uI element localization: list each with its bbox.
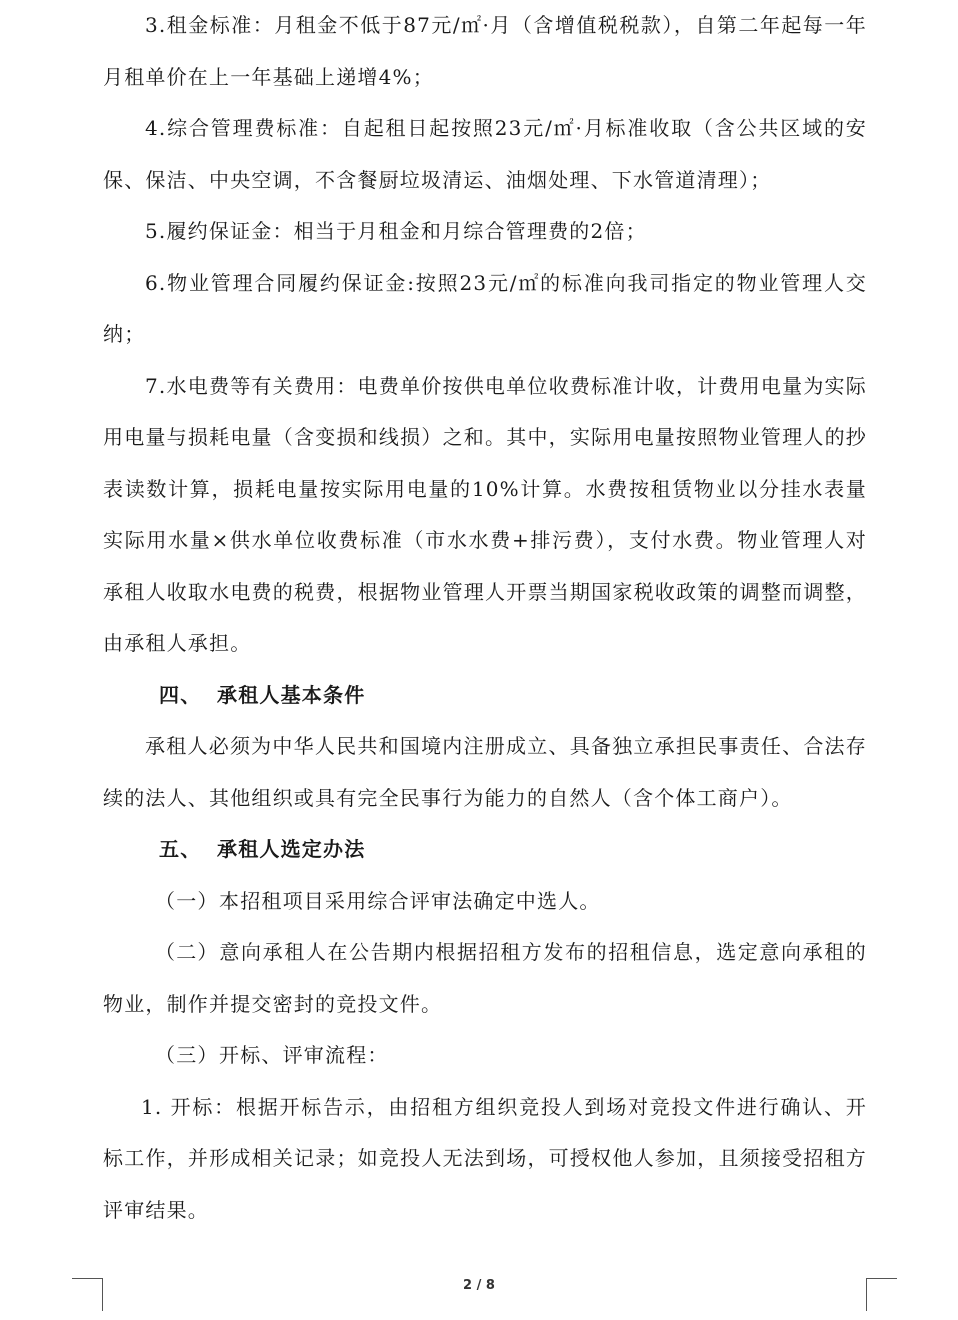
paragraph-utility-fees: 7.水电费等有关费用：电费单价按供电单位收费标准计收，计费用电量为实际用电量与损耗电量（含变损和线损）之和。其中，实际用电量按照物业管理人的抄表读数计算，损耗电量按实际用电量的10%计算。水费按租赁物业以分挂水表量实际用水量×供水单位收费标准（市水水费+排污费），支付水费。物业管理人对承租人收取水电费的税费，根据物业管理人开票当期国家税收政策的调整而调整，由承租人承担。 [103, 373, 867, 655]
list-item-method-3 [103, 1030, 867, 1082]
section-title: 承租人基本条件 [217, 682, 366, 707]
section-heading-tenant-conditions [103, 670, 867, 722]
list-item-method-1 [103, 876, 867, 928]
section-number: 四、 [159, 682, 202, 707]
paragraph-performance-deposit: 5.履约保证金：相当于月租金和月综合管理费的2倍； [145, 219, 647, 243]
list-item-text: 意向承租人在公告期内根据招租方发布的招租信息，选定意向承租的物业，制作并提交密封的竞投文件。 [103, 940, 867, 1016]
paragraph-management-fee: 4.综合管理费标准：自起租日起按照23元/㎡·月标准收取（含公共区域的安保、保洁、中央空调，不含餐厨垃圾清运、油烟处理、下水管道清理）； [103, 116, 867, 192]
section-number: 五、 [159, 837, 202, 861]
paragraph-property-deposit: 6.物业管理合同履约保证金:按照23元/㎡的标准向我司指定的物业管理人交纳； [103, 270, 867, 346]
list-item-method-2 [103, 927, 867, 1030]
section-title: 承租人选定办法 [217, 837, 366, 861]
list-item-number: （一） [155, 888, 219, 913]
section-heading-selection-method [103, 824, 867, 876]
page-number: 2 / 8 [463, 1278, 495, 1293]
paragraph-rent-standard: 3.租金标准：月租金不低于87元/㎡·月（含增值税税款），自第二年起每一年月租单价在上一年基础上递增4%； [103, 13, 867, 89]
list-item-text: 本招租项目采用综合评审法确定中选人。 [219, 888, 601, 913]
paragraph-bid-opening: 1. 开标：根据开标告示，由招租方组织竞投人到场对竞投文件进行确认、开标工作，并形成相关记录；如竞投人无法到场，可授权他人参加，且须接受招租方评审结果。 [103, 1094, 867, 1222]
paragraph-tenant-conditions: 承租人必须为中华人民共和国境内注册成立、具备独立承担民事责任、合法存续的法人、其他组织或具有完全民事行为能力的自然人（含个体工商户）。 [103, 734, 867, 810]
page-footer [0, 1278, 958, 1320]
list-item-text: 开标、评审流程： [219, 1043, 389, 1067]
list-item-number: （三） [155, 1043, 219, 1067]
page-content [103, 0, 867, 1236]
list-item-number: （二） [155, 940, 219, 964]
